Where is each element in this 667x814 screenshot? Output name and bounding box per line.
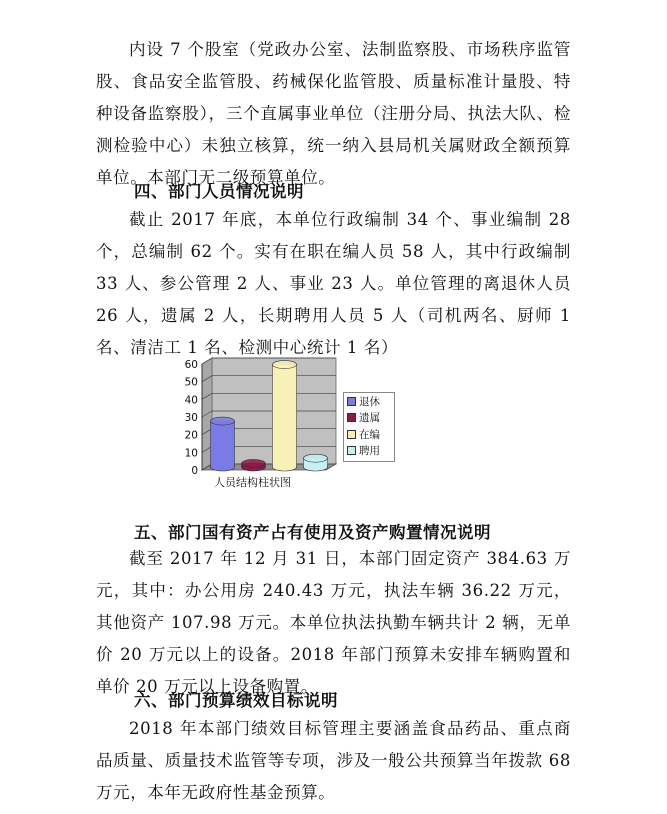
y-tick-label: 10	[184, 447, 198, 460]
legend-item-contract	[344, 443, 394, 460]
section-5-heading: 五、部门国有资产占有使用及资产购置情况说明	[134, 523, 491, 542]
legend-swatch	[347, 430, 356, 439]
legend-swatch	[347, 446, 356, 455]
paragraph-departments: 内设 7 个股室（党政办公室、法制监察股、市场秩序监管股、食品安全监管股、药械保化监管股、质量标准计量股、特种设备监察股），三个直属事业单位（注册分局、执法大队、检测检验中心）未独立核算，统一纳入县局机关属财政全额预算单位。本部门无二级预算单位。	[96, 40, 571, 187]
legend-label: 聘用	[359, 445, 380, 458]
chart-legend	[343, 392, 395, 462]
paragraph-assets: 截至 2017 年 12 月 31 日，本部门固定资产 384.63 万元，其中：办公用房 240.43 万元，执法车辆 36.22 万元，其他资产 107.98 万元。本单位执法执勤车辆共计 2 辆，无单价 20 万元以上的设备。2018 年部门预算未安排车辆购置和单价 20 万元以上设备购置。	[96, 549, 571, 696]
y-tick-label: 50	[184, 376, 198, 389]
chart-title: 人员结构柱状图	[214, 476, 291, 489]
y-tick-label: 0	[191, 465, 198, 477]
legend-item-dependents	[344, 410, 394, 427]
y-tick-label: 30	[184, 412, 198, 424]
y-tick-label: 40	[184, 394, 198, 407]
bar-3-top	[304, 454, 328, 462]
y-tick-label: 60	[184, 359, 198, 371]
section-4-heading: 四、部门人员情况说明	[134, 182, 304, 201]
bar-0-fill	[211, 421, 234, 467]
legend-label: 退休	[359, 395, 380, 408]
bar-0-top	[211, 417, 235, 425]
y-tick-label: 20	[184, 429, 198, 442]
legend-item-retired	[344, 393, 394, 410]
legend-swatch	[347, 413, 356, 422]
legend-label: 遗属	[359, 412, 380, 425]
legend-item-staff	[344, 426, 394, 443]
section-6-heading: 六、部门预算绩效目标说明	[134, 691, 338, 710]
legend-label: 在编	[359, 428, 380, 441]
paragraph-performance: 2018 年本部门绩效目标管理主要涵盖食品药品、重点商品质量、质量技术监管等专项，涉及一般公共预算当年拨款 68 万元，本年无政府性基金预算。	[96, 719, 571, 802]
legend-swatch	[347, 397, 356, 406]
bar-2-fill	[273, 365, 296, 467]
paragraph-personnel: 截止 2017 年底，本单位行政编制 34 个、事业编制 28 个，总编制 62 个。实有在职在编人员 58 人，其中行政编制 33 人、参公管理 2 人、事业 23 人。单位管理的离退休人员 26 人，遗属 2 人，长期聘用人员 5 人（司机两名、厨师 1 名、清洁工 1 名、检测中心统计 1 名）	[96, 210, 571, 357]
bar-1-top	[242, 459, 266, 467]
bar-2-top	[273, 361, 297, 369]
